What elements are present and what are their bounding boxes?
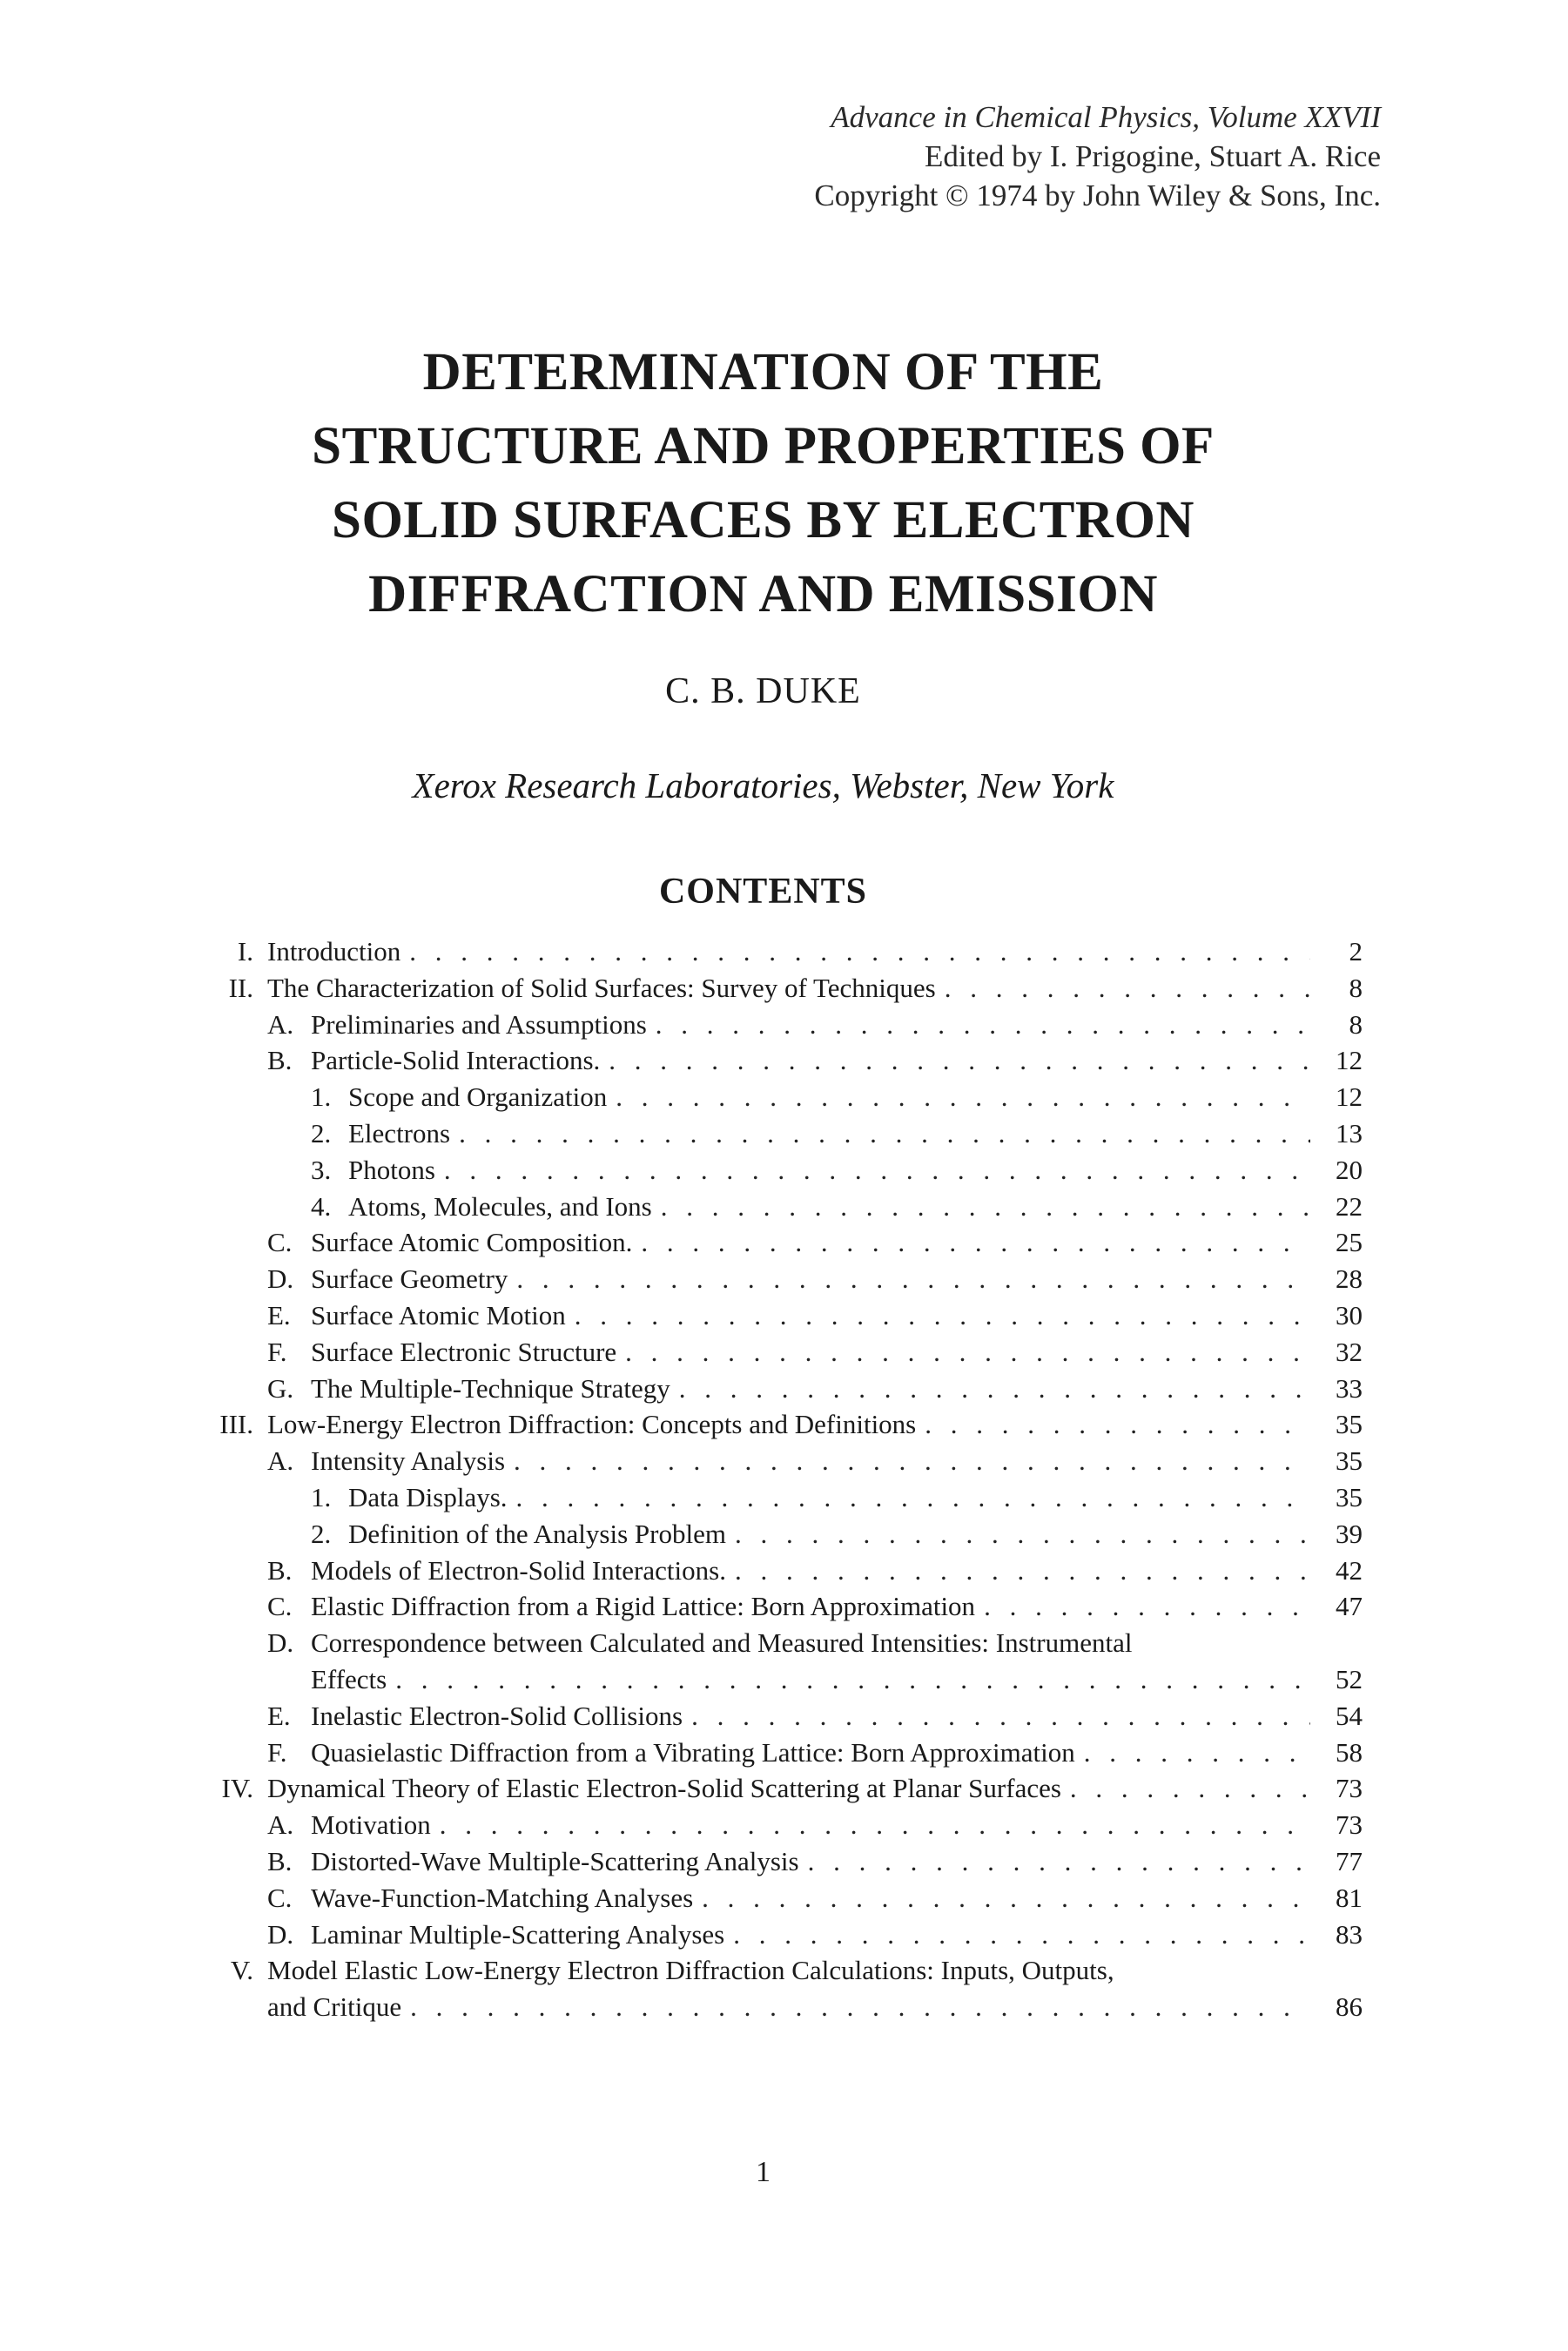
toc-entry-title: Laminar Multiple-Scattering Analyses xyxy=(311,1918,725,1950)
contents-heading: CONTENTS xyxy=(658,872,868,912)
toc-entry-body xyxy=(267,1045,1317,1076)
toc-entry-title: Surface Atomic Composition. xyxy=(311,1227,633,1258)
toc-entry-body xyxy=(267,1373,1317,1405)
toc-entry-letter: F. xyxy=(267,1336,287,1367)
toc-entry-title: Intensity Analysis xyxy=(311,1445,506,1477)
toc-entry-letter: D. xyxy=(267,1627,294,1659)
toc-entry-title: Motivation xyxy=(311,1809,431,1841)
toc-entry-page: 54 xyxy=(1336,1700,1363,1731)
toc-entry xyxy=(196,1737,1363,1774)
toc-entry xyxy=(196,1445,1363,1482)
toc-entry-body xyxy=(267,1009,1317,1041)
toc-dot-leader xyxy=(625,1337,1310,1368)
toc-entry-body xyxy=(267,973,1317,1004)
toc-entry-body xyxy=(267,1337,1317,1368)
toc-entry-page: 42 xyxy=(1336,1554,1363,1586)
toc-entry-page: 22 xyxy=(1336,1190,1363,1222)
toc-entry-subnumber: 4. xyxy=(311,1190,332,1222)
toc-entry-page: 33 xyxy=(1336,1372,1363,1404)
table-of-contents xyxy=(196,936,1363,2028)
toc-entry-page: 39 xyxy=(1336,1518,1363,1549)
toc-dot-leader xyxy=(516,1263,1310,1295)
toc-entry-title-continued: and Critique xyxy=(267,1991,402,2023)
toc-entry-subnumber: 3. xyxy=(311,1154,332,1185)
toc-entry xyxy=(196,1081,1363,1118)
toc-entry-page: 8 xyxy=(1349,1008,1363,1040)
toc-entry-title-continued: Effects xyxy=(311,1663,387,1694)
toc-entry-body xyxy=(267,1081,1317,1113)
toc-dot-leader xyxy=(656,1009,1310,1041)
toc-entry-page: 35 xyxy=(1336,1409,1363,1440)
toc-dot-leader xyxy=(735,1555,1310,1586)
toc-entry-letter: C. xyxy=(267,1882,293,1913)
toc-dot-leader xyxy=(661,1191,1310,1223)
toc-entry-body xyxy=(267,1155,1317,1186)
toc-entry xyxy=(196,1263,1363,1300)
toc-dot-leader xyxy=(459,1118,1310,1149)
toc-dot-leader xyxy=(516,1482,1310,1513)
toc-entry-body xyxy=(267,1664,1317,1695)
toc-entry xyxy=(196,1227,1363,1263)
toc-dot-leader xyxy=(808,1846,1310,1877)
toc-entry-title: Elastic Diffraction from a Rigid Lattice: Born Approximation xyxy=(311,1591,976,1622)
toc-entry-body xyxy=(267,1737,1317,1768)
toc-entry xyxy=(196,1373,1363,1410)
toc-dot-leader xyxy=(395,1664,1310,1695)
toc-dot-leader xyxy=(514,1445,1310,1477)
toc-entry-page: 32 xyxy=(1336,1336,1363,1367)
toc-entry xyxy=(196,1701,1363,1737)
toc-dot-leader xyxy=(616,1081,1310,1113)
toc-entry-title: Photons xyxy=(348,1154,435,1185)
toc-entry xyxy=(196,1773,1363,1809)
toc-entry-title: Definition of the Analysis Problem xyxy=(348,1518,726,1549)
running-header xyxy=(814,98,1381,215)
toc-entry xyxy=(196,973,1363,1009)
toc-entry-page: 83 xyxy=(1336,1918,1363,1950)
toc-entry-title: Surface Atomic Motion xyxy=(311,1299,566,1330)
toc-entry-continuation xyxy=(196,1991,1363,2028)
toc-entry-page: 81 xyxy=(1336,1882,1363,1913)
toc-entry-body xyxy=(267,1701,1317,1732)
toc-entry-letter: B. xyxy=(267,1554,293,1586)
page-number: 1 xyxy=(756,2156,771,2188)
toc-dot-leader xyxy=(575,1300,1310,1331)
toc-entry xyxy=(196,1045,1363,1081)
toc-entry-title: Quasielastic Diffraction from a Vibrating Lattice: Born Approximation xyxy=(311,1736,1075,1768)
toc-entry-letter: B. xyxy=(267,1845,293,1876)
toc-entry-subnumber: 1. xyxy=(311,1481,332,1512)
title-line-2: STRUCTURE AND PROPERTIES OF xyxy=(312,417,1215,475)
toc-entry-title: Surface Electronic Structure xyxy=(311,1336,617,1367)
toc-entry-body xyxy=(267,1991,1317,2023)
toc-entry-body xyxy=(267,1227,1317,1258)
toc-dot-leader xyxy=(641,1227,1310,1258)
toc-entry-body xyxy=(267,1809,1317,1841)
toc-entry-title: Models of Electron-Solid Interactions. xyxy=(311,1554,726,1586)
toc-entry-page: 8 xyxy=(1349,972,1363,1003)
toc-entry-letter: A. xyxy=(267,1008,294,1040)
toc-entry-page: 86 xyxy=(1336,1991,1363,2023)
toc-entry-title: Scope and Organization xyxy=(348,1081,608,1113)
toc-entry-body xyxy=(267,936,1317,967)
toc-entry-page: 20 xyxy=(1336,1154,1363,1185)
toc-entry-body xyxy=(267,1263,1317,1295)
toc-entry-body xyxy=(267,1482,1317,1513)
toc-entry-body xyxy=(267,1191,1317,1223)
toc-entry-page: 13 xyxy=(1336,1117,1363,1149)
toc-entry xyxy=(196,1809,1363,1846)
toc-entry-number: III. xyxy=(219,1409,253,1440)
editors-line: Edited by I. Prigogine, Stuart A. Rice xyxy=(925,139,1381,173)
toc-dot-leader xyxy=(984,1591,1310,1622)
toc-entry-letter: B. xyxy=(267,1045,293,1076)
toc-entry-title: Particle-Solid Interactions. xyxy=(311,1045,601,1076)
author-name: C. B. DUKE xyxy=(665,671,861,711)
toc-entry xyxy=(196,1482,1363,1519)
toc-entry xyxy=(196,1118,1363,1155)
toc-entry xyxy=(196,1555,1363,1592)
toc-entry-title: Inelastic Electron-Solid Collisions xyxy=(311,1700,683,1731)
toc-entry xyxy=(196,1846,1363,1883)
title-line-4: DIFFRACTION AND EMISSION xyxy=(368,565,1158,623)
toc-entry-subnumber: 2. xyxy=(311,1518,332,1549)
journal-line: Advance in Chemical Physics, Volume XXVII xyxy=(831,100,1381,134)
toc-entry-number: IV. xyxy=(221,1773,253,1804)
toc-entry-title: The Characterization of Solid Surfaces: Survey of Techniques xyxy=(267,972,936,1003)
toc-entry-body xyxy=(267,1627,1317,1659)
toc-entry-number: II. xyxy=(228,972,253,1003)
toc-entry-title: Dynamical Theory of Elastic Electron-Solid Scattering at Planar Surfaces xyxy=(267,1773,1061,1804)
toc-dot-leader xyxy=(945,973,1310,1004)
copyright-line: Copyright © 1974 by John Wiley & Sons, Inc. xyxy=(814,179,1381,212)
toc-entry-body xyxy=(267,1409,1317,1440)
toc-entry-title: Introduction xyxy=(267,936,401,967)
toc-entry-body xyxy=(267,1846,1317,1877)
toc-entry xyxy=(196,1300,1363,1337)
toc-entry-body xyxy=(267,1773,1317,1804)
toc-entry-page: 25 xyxy=(1336,1227,1363,1258)
toc-dot-leader xyxy=(444,1155,1310,1186)
toc-entry-title: Surface Geometry xyxy=(311,1263,508,1295)
toc-entry xyxy=(196,1191,1363,1228)
toc-dot-leader xyxy=(409,936,1310,967)
toc-entry-body xyxy=(267,1591,1317,1622)
toc-entry xyxy=(196,1009,1363,1046)
toc-entry-letter: C. xyxy=(267,1227,293,1258)
toc-entry-letter: G. xyxy=(267,1372,294,1404)
toc-entry-letter: A. xyxy=(267,1809,294,1841)
toc-entry-title: Atoms, Molecules, and Ions xyxy=(348,1190,652,1222)
toc-dot-leader xyxy=(702,1883,1310,1914)
toc-dot-leader xyxy=(609,1045,1310,1076)
toc-dot-leader xyxy=(1084,1737,1310,1768)
toc-entry-body xyxy=(267,1955,1317,1986)
toc-entry-body xyxy=(267,1118,1317,1149)
toc-entry-page: 35 xyxy=(1336,1445,1363,1477)
toc-dot-leader xyxy=(410,1991,1310,2023)
toc-entry xyxy=(196,936,1363,973)
toc-entry xyxy=(196,1955,1363,1991)
toc-entry-body xyxy=(267,1919,1317,1950)
toc-entry xyxy=(196,1919,1363,1956)
toc-dot-leader xyxy=(440,1809,1310,1841)
toc-entry-letter: D. xyxy=(267,1263,294,1295)
toc-entry-number: I. xyxy=(237,936,253,967)
toc-entry-title: Correspondence between Calculated and Measured Intensities: Instrumental xyxy=(311,1627,1133,1659)
toc-entry-body xyxy=(267,1445,1317,1477)
toc-entry-body xyxy=(267,1300,1317,1331)
toc-entry-letter: D. xyxy=(267,1918,294,1950)
toc-entry-title: Distorted-Wave Multiple-Scattering Analysis xyxy=(311,1845,799,1876)
toc-entry-page: 52 xyxy=(1336,1663,1363,1694)
author-affiliation: Xerox Research Laboratories, Webster, New York xyxy=(412,765,1114,805)
toc-entry xyxy=(196,1409,1363,1445)
toc-entry xyxy=(196,1627,1363,1664)
title-line-3: SOLID SURFACES BY ELECTRON xyxy=(332,491,1195,549)
toc-entry-title: Preliminaries and Assumptions xyxy=(311,1008,647,1040)
toc-entry-page: 12 xyxy=(1336,1081,1363,1113)
toc-entry-letter: C. xyxy=(267,1591,293,1622)
toc-entry xyxy=(196,1337,1363,1373)
toc-entry-page: 12 xyxy=(1336,1045,1363,1076)
toc-dot-leader xyxy=(733,1919,1310,1950)
toc-dot-leader xyxy=(735,1519,1310,1550)
toc-entry-page: 2 xyxy=(1349,936,1363,967)
toc-entry-title: Data Displays. xyxy=(348,1481,508,1512)
toc-entry-number: V. xyxy=(230,1955,253,1986)
title-line-1: DETERMINATION OF THE xyxy=(422,343,1104,401)
toc-entry-subnumber: 2. xyxy=(311,1117,332,1149)
toc-dot-leader xyxy=(1070,1773,1310,1804)
toc-entry-letter: E. xyxy=(267,1299,291,1330)
toc-entry-letter: A. xyxy=(267,1445,294,1477)
toc-entry-body xyxy=(267,1519,1317,1550)
toc-entry-page: 73 xyxy=(1336,1809,1363,1841)
toc-entry xyxy=(196,1155,1363,1191)
toc-dot-leader xyxy=(691,1701,1310,1732)
toc-entry-page: 47 xyxy=(1336,1591,1363,1622)
toc-entry-page: 77 xyxy=(1336,1845,1363,1876)
toc-entry-page: 30 xyxy=(1336,1299,1363,1330)
toc-entry-continuation xyxy=(196,1664,1363,1701)
toc-entry-page: 28 xyxy=(1336,1263,1363,1295)
toc-dot-leader xyxy=(679,1373,1310,1405)
toc-entry-subnumber: 1. xyxy=(311,1081,332,1113)
toc-entry-letter: F. xyxy=(267,1736,287,1768)
toc-entry-body xyxy=(267,1555,1317,1586)
toc-entry-letter: E. xyxy=(267,1700,291,1731)
toc-entry-body xyxy=(267,1883,1317,1914)
toc-dot-leader xyxy=(925,1409,1310,1440)
toc-entry-page: 35 xyxy=(1336,1481,1363,1512)
toc-entry xyxy=(196,1591,1363,1627)
toc-entry xyxy=(196,1519,1363,1555)
toc-entry-title: Electrons xyxy=(348,1117,451,1149)
toc-entry-page: 58 xyxy=(1336,1736,1363,1768)
toc-entry-title: Wave-Function-Matching Analyses xyxy=(311,1882,694,1913)
toc-entry-title: Low-Energy Electron Diffraction: Concepts and Definitions xyxy=(267,1409,917,1440)
chapter-title xyxy=(0,335,1526,631)
toc-entry-title: Model Elastic Low-Energy Electron Diffraction Calculations: Inputs, Outputs, xyxy=(267,1955,1114,1986)
toc-entry-title: The Multiple-Technique Strategy xyxy=(311,1372,670,1404)
toc-entry xyxy=(196,1883,1363,1919)
toc-entry-page: 73 xyxy=(1336,1773,1363,1804)
